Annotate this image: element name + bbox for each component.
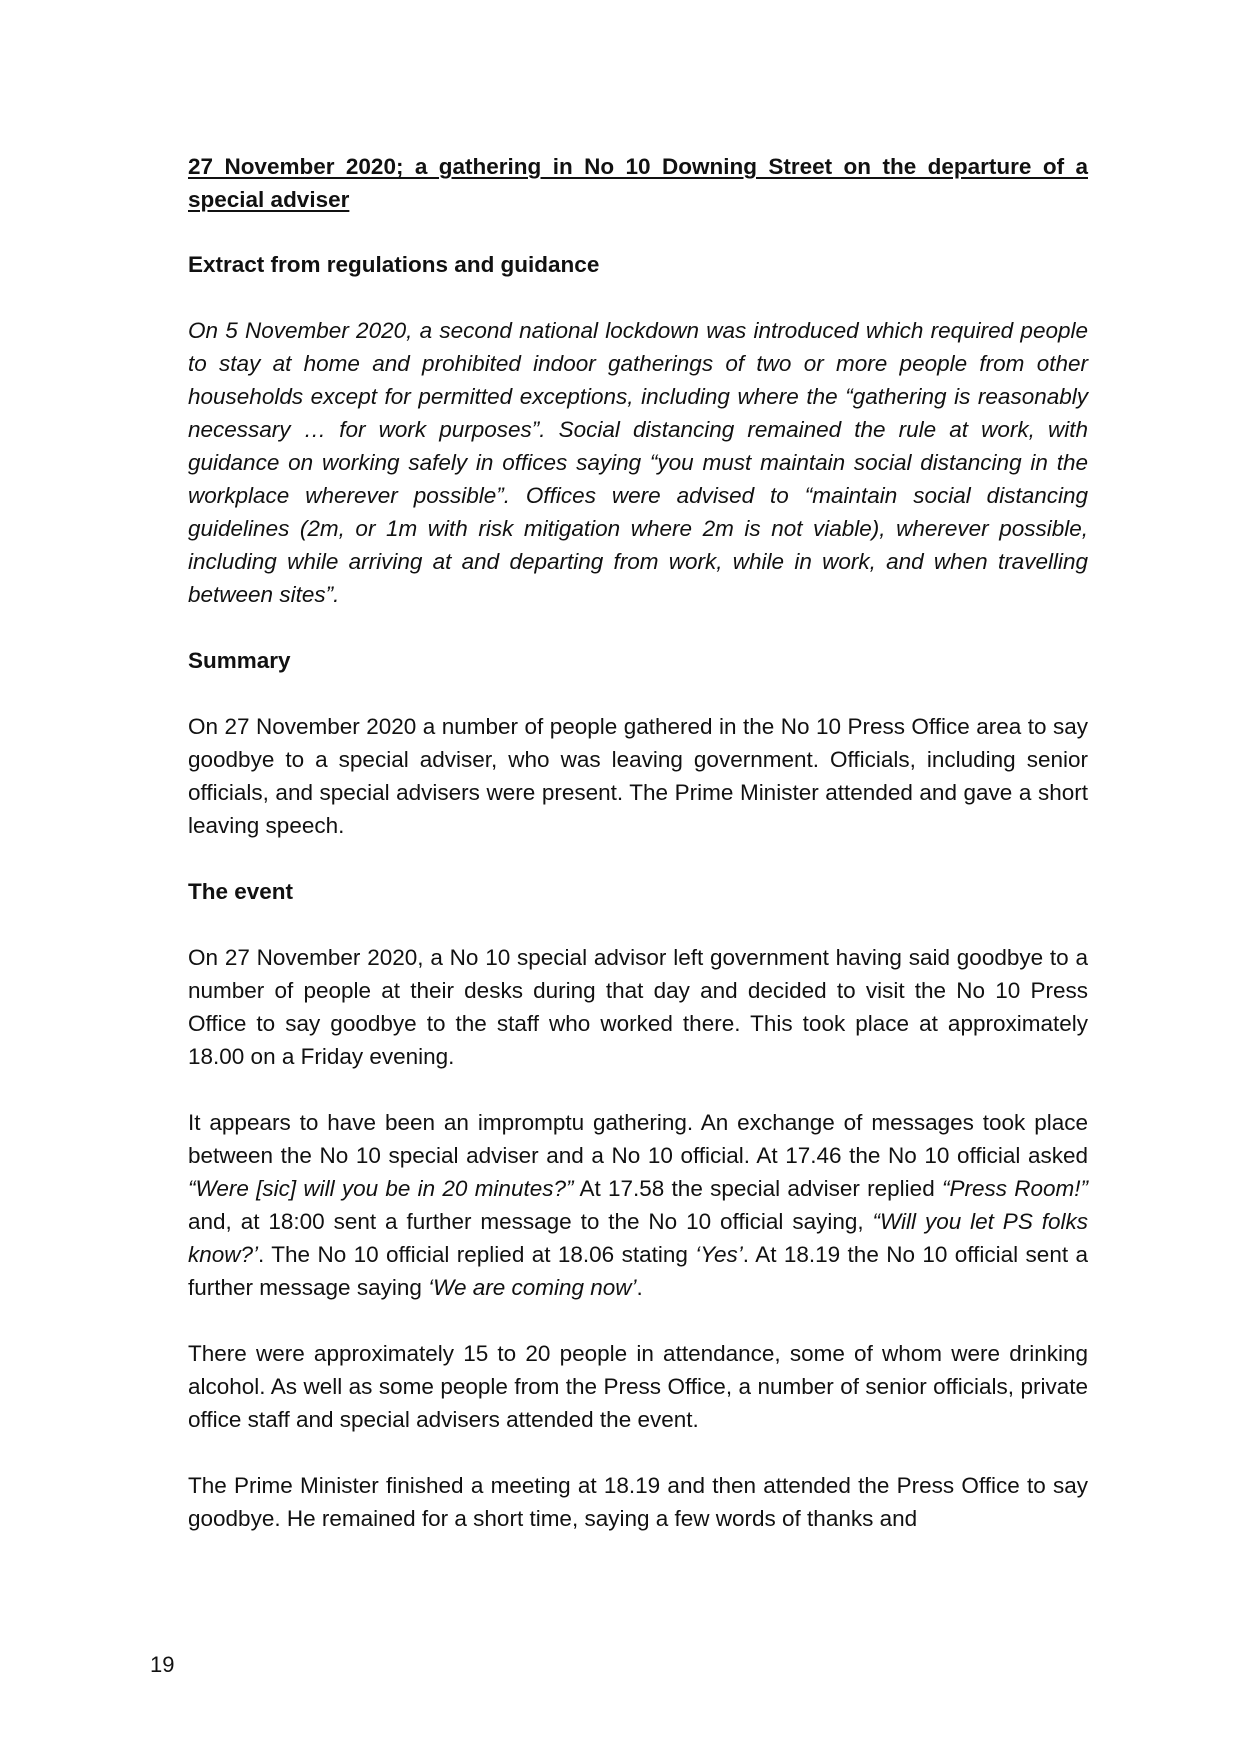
messages-text: . [636,1275,643,1300]
document-page [188,150,1088,1568]
event-paragraph-prime-minister: The Prime Minister finished a meeting at 18.19 and then attended the Press Office to say goodbye. He remained for a short time, saying a few words of thanks and [188,1473,1088,1531]
messages-text: At 17.58 the special adviser replied [573,1176,942,1201]
messages-text: It appears to have been an impromptu gathering. An exchange of messages took place between the No 10 special adviser and a No 10 official. At 17.46 the No 10 official asked [188,1110,1088,1168]
section-heading-event: The event [188,879,294,904]
messages-text: . The No 10 official replied at 18.06 stating [258,1242,696,1267]
event-paragraph-1: On 27 November 2020, a No 10 special advisor left government having said goodbye to a number of people at their desks during that day and decided to visit the No 10 Press Office to say goodbye to the staff who worked there. This took place at approximately 18.00 on a Friday evening. [188,945,1088,1069]
quoted-message: ‘We are coming now’ [428,1275,637,1300]
summary-paragraph: On 27 November 2020 a number of people gathered in the No 10 Press Office area to say goodbye to a special adviser, who was leaving government. Officials, including senior officials, and special advisers were present. The Prime Minister attended and gave a short leaving speech. [188,714,1088,838]
section-heading-extract: Extract from regulations and guidance [188,252,600,277]
quoted-message: ‘Yes’ [695,1242,743,1267]
quoted-message: “Will you let PS folks know?’ [188,1209,1088,1267]
messages-text: . At 18.19 the No 10 official sent a further message saying [188,1242,1088,1300]
quoted-message: “Press Room!” [941,1176,1088,1201]
event-paragraph-messages [188,1106,1088,1304]
page-number: 19 [150,1652,175,1677]
quoted-message: “Were [sic] will you be in 20 minutes?” [188,1176,574,1201]
event-paragraph-attendance: There were approximately 15 to 20 people in attendance, some of whom were drinking alcohol. As well as some people from the Press Office, a number of senior officials, private office staff and special advisers attended the event. [188,1341,1088,1432]
document-title: 27 November 2020; a gathering in No 10 Downing Street on the departure of a special adviser [188,154,1088,212]
messages-text: and, at 18:00 sent a further message to the No 10 official saying, [188,1209,873,1234]
section-heading-summary: Summary [188,648,291,673]
extract-paragraph: On 5 November 2020, a second national lockdown was introduced which required people to stay at home and prohibited indoor gatherings of two or more people from other households except for permitted exceptions, including where the “gathering is reasonably necessary … for work purposes”. Social distancing remained the rule at work, with guidance on working safely in offices saying “you must maintain social distancing in the workplace wherever possible”. Offices were advised to “maintain social distancing guidelines (2m, or 1m with risk mitigation where 2m is not viable), wherever possible, including while arriving at and departing from work, while in work, and when travelling between sites”. [188,318,1088,607]
